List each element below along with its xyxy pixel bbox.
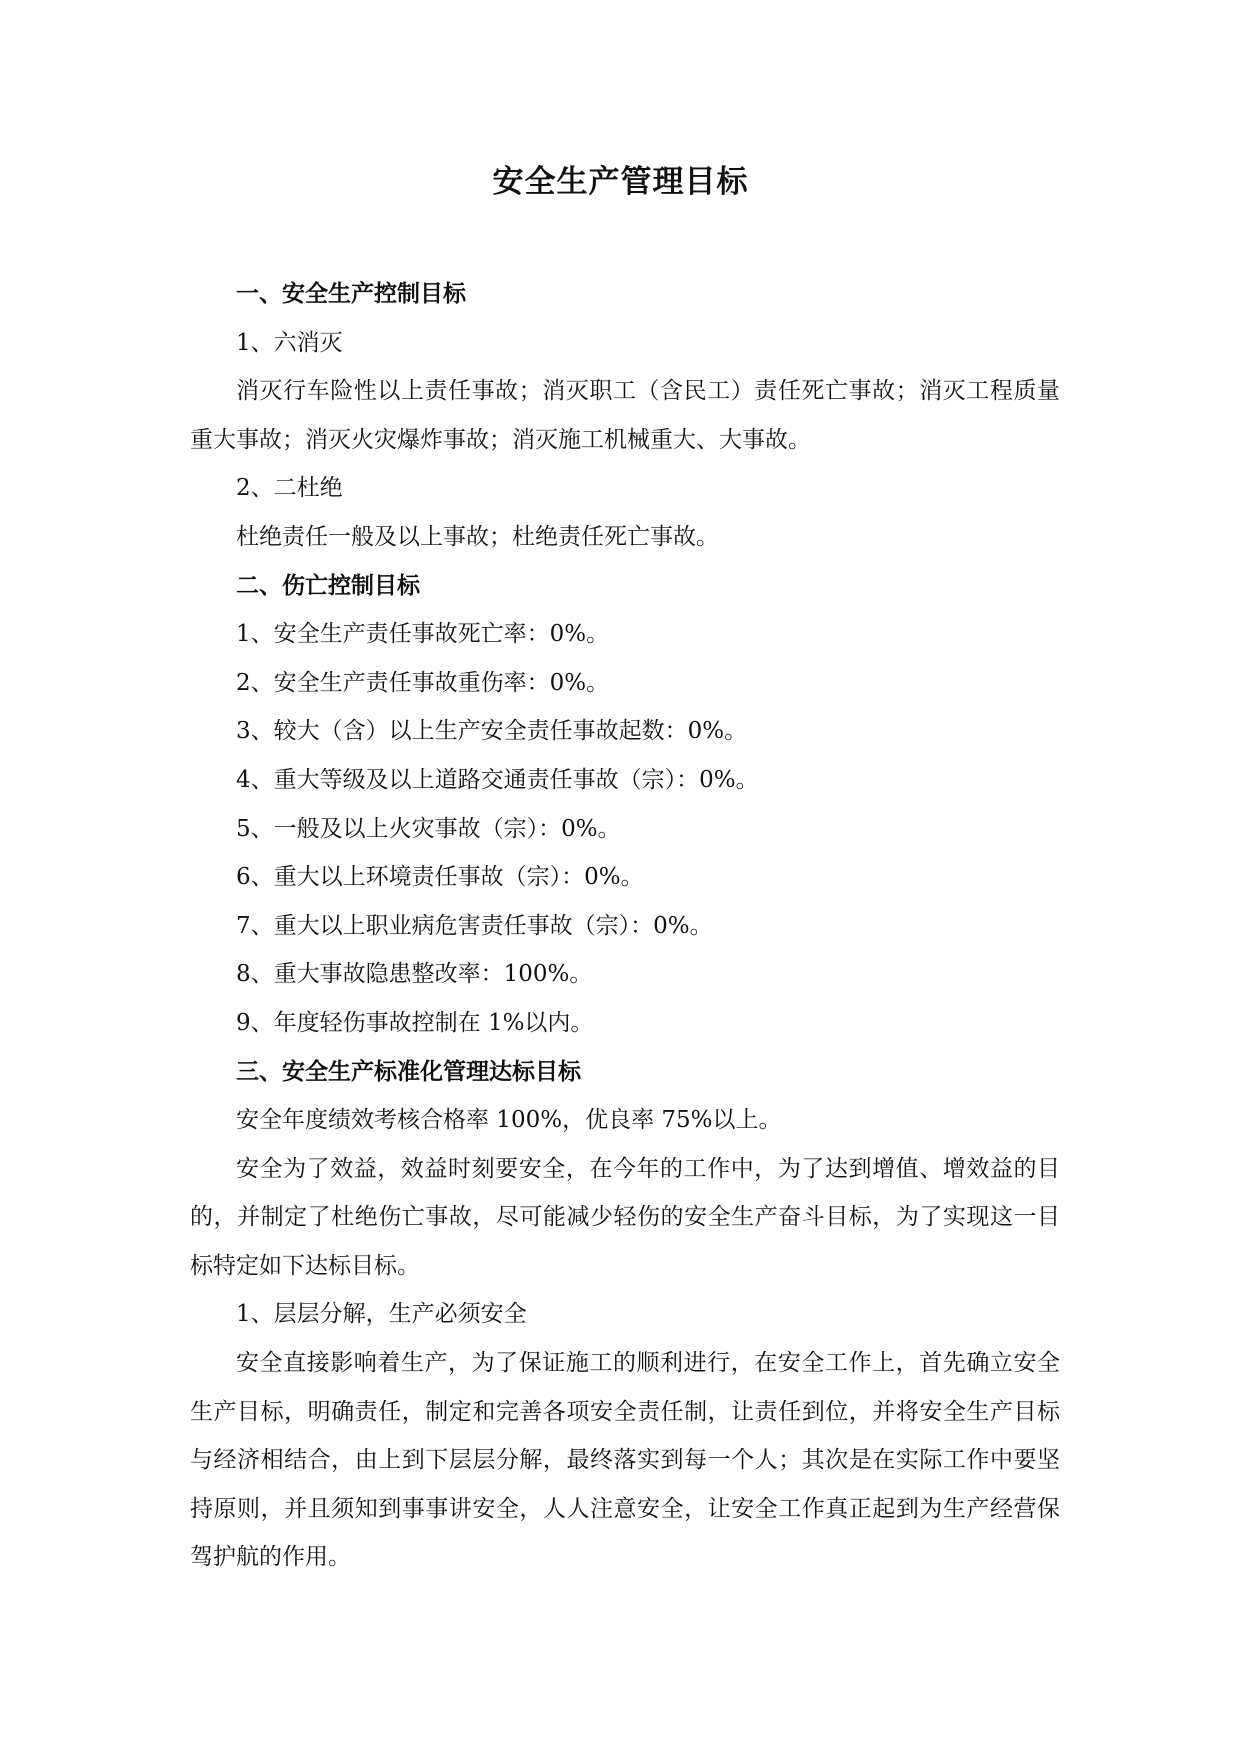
section3-para2: 安全为了效益，效益时刻要安全，在今年的工作中，为了达到增值、增效益的目的，并制定了杜绝伤亡事故，尽可能减少轻伤的安全生产奋斗目标，为了实现这一目标特定如下达标目标。 <box>190 1155 1060 1279</box>
section1-item1-text: 消灭行车险性以上责任事故；消灭职工（含民工）责任死亡事故；消灭工程质量重大事故；消灭火灾爆炸事故；消灭施工机械重大、大事故。 <box>190 378 1060 453</box>
section2-item: 1、安全生产责任事故死亡率：0%。 <box>236 621 610 648</box>
section1-item2-label: 2、二杜绝 <box>236 475 343 502</box>
section1-item1-label: 1、六消灭 <box>236 329 343 356</box>
section2-item: 7、重大以上职业病危害责任事故（宗）：0%。 <box>236 912 713 939</box>
section2-item: 8、重大事故隐患整改率：100%。 <box>236 961 593 988</box>
section2-item: 5、一般及以上火灾事故（宗）：0%。 <box>236 815 621 842</box>
document-body <box>190 270 1060 1582</box>
section1-item2-text: 杜绝责任一般及以上事故；杜绝责任死亡事故。 <box>236 523 719 550</box>
section2-item: 3、较大（含）以上生产安全责任事故起数：0%。 <box>236 718 748 745</box>
section2-item: 6、重大以上环境责任事故（宗）：0%。 <box>236 864 644 891</box>
section1-heading: 一、安全生产控制目标 <box>236 281 466 307</box>
section3-para1: 安全年度绩效考核合格率 100%，优良率 75%以上。 <box>236 1107 782 1134</box>
section2-item: 9、年度轻伤事故控制在 1%以内。 <box>236 1009 594 1036</box>
document-title: 安全生产管理目标 <box>492 164 749 200</box>
section2-item: 2、安全生产责任事故重伤率：0%。 <box>236 669 610 696</box>
section2-heading: 二、伤亡控制目标 <box>236 572 420 599</box>
section2-item: 4、重大等级及以上道路交通责任事故（宗）：0%。 <box>236 766 759 793</box>
section3-heading: 三、安全生产标准化管理达标目标 <box>236 1058 581 1085</box>
section3-sub1-label: 1、层层分解，生产必须安全 <box>236 1301 527 1328</box>
section3-sub1-text: 安全直接影响着生产，为了保证施工的顺利进行，在安全工作上，首先确立安全生产目标，明确责任，制定和完善各项安全责任制，让责任到位，并将安全生产目标与经济相结合，由上到下层层分解，最终落实到每一个人；其次是在实际工作中要坚持原则，并且须知到事事讲安全，人人注意安全，让安全工作真正起到为生产经营保驾护航的作用。 <box>190 1350 1060 1571</box>
